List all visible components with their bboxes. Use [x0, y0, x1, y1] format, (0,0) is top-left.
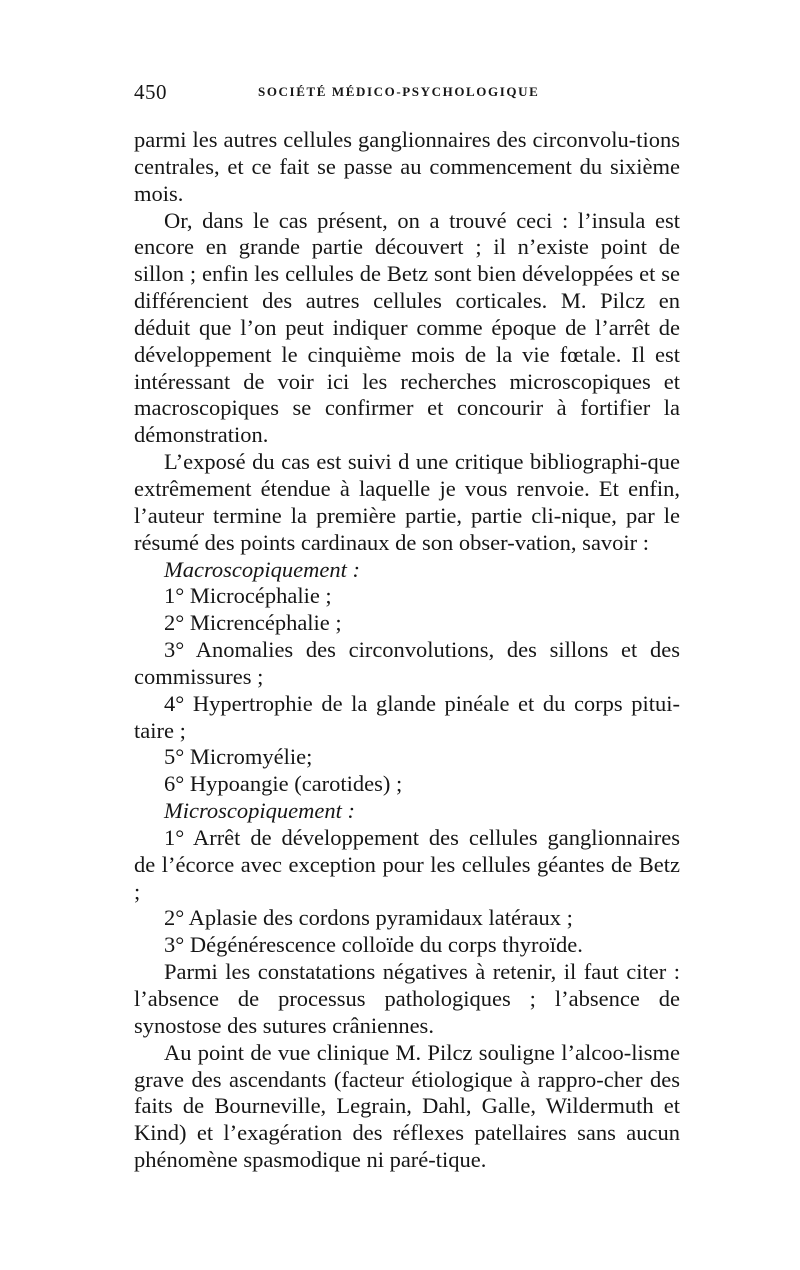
macro-item-5: 5° Micromyélie;: [164, 744, 313, 770]
macro-item-6: 6° Hypoangie (carotides) ;: [164, 771, 403, 797]
macro-item-3: 3° Anomalies des circonvolutions, des sillons et des commissures ;: [134, 637, 680, 689]
running-head: SOCIÉTÉ MÉDICO-PSYCHOLOGIQUE: [258, 84, 540, 99]
macro-item-4: 4° Hypertrophie de la glande pinéale et du corps pitui-taire ;: [134, 690, 680, 743]
book-page: [120, 80, 680, 1173]
micro-heading: Microscopiquement :: [164, 798, 355, 824]
micro-item-2: 2° Aplasie des cordons pyramidaux latéraux ;: [164, 905, 573, 931]
paragraph-2: Or, dans le cas présent, on a trouvé ceci : l’insula est encore en grande partie découvert ; il n’existe point de sillon ; enfin les cellules de Betz sont bien développées et se différencient des autres cellules corticales. M. Pilcz en déduit que l’on peut indiquer comme époque de l’arrêt de développement le cinquième mois de la vie fœtale. Il est intéressant de voir ici les recherches microscopiques et macroscopiques se confirmer et concourir à fortifier la démonstration.: [134, 207, 680, 448]
macro-item-1: 1° Microcéphalie ;: [164, 583, 332, 609]
page-number: 450: [134, 80, 167, 104]
body-text: [134, 127, 680, 1174]
macro-heading: Macroscopiquement :: [164, 556, 360, 582]
paragraph-negative-findings: Parmi les constatations négatives à retenir, il faut citer : l’absence de processus pathologiques ; l’absence de synostose des sutures crâniennes.: [134, 959, 680, 1038]
micro-item-3: 3° Dégénérescence colloïde du corps thyroïde.: [164, 932, 583, 958]
paragraph-3: L’exposé du cas est suivi d une critique bibliographi-que extrêmement étendue à laquelle je vous renvoie. Et enfin, l’auteur termine la première partie, partie cli-nique, par le résumé des points cardinaux de son obser-vation, savoir :: [134, 449, 680, 555]
macro-item-2: 2° Micrencéphalie ;: [164, 610, 342, 636]
page-header: [120, 80, 680, 114]
paragraph-clinical: Au point de vue clinique M. Pilcz souligne l’alcoo-lisme grave des ascendants (facteur étiologique à rappro-cher des faits de Bourneville, Legrain, Dahl, Galle, Wildermuth et Kind) et l’exagération des réflexes patellaires sans aucun phénomène spasmodique ni paré-tique.: [134, 1039, 680, 1173]
micro-item-1: 1° Arrêt de développement des cellules ganglionnaires de l’écorce avec exception pour les cellules géantes de Betz ;: [134, 824, 680, 904]
paragraph-1: parmi les autres cellules ganglionnaires des circonvolu-tions centrales, et ce fait se passe au commencement du sixième mois.: [134, 127, 680, 206]
